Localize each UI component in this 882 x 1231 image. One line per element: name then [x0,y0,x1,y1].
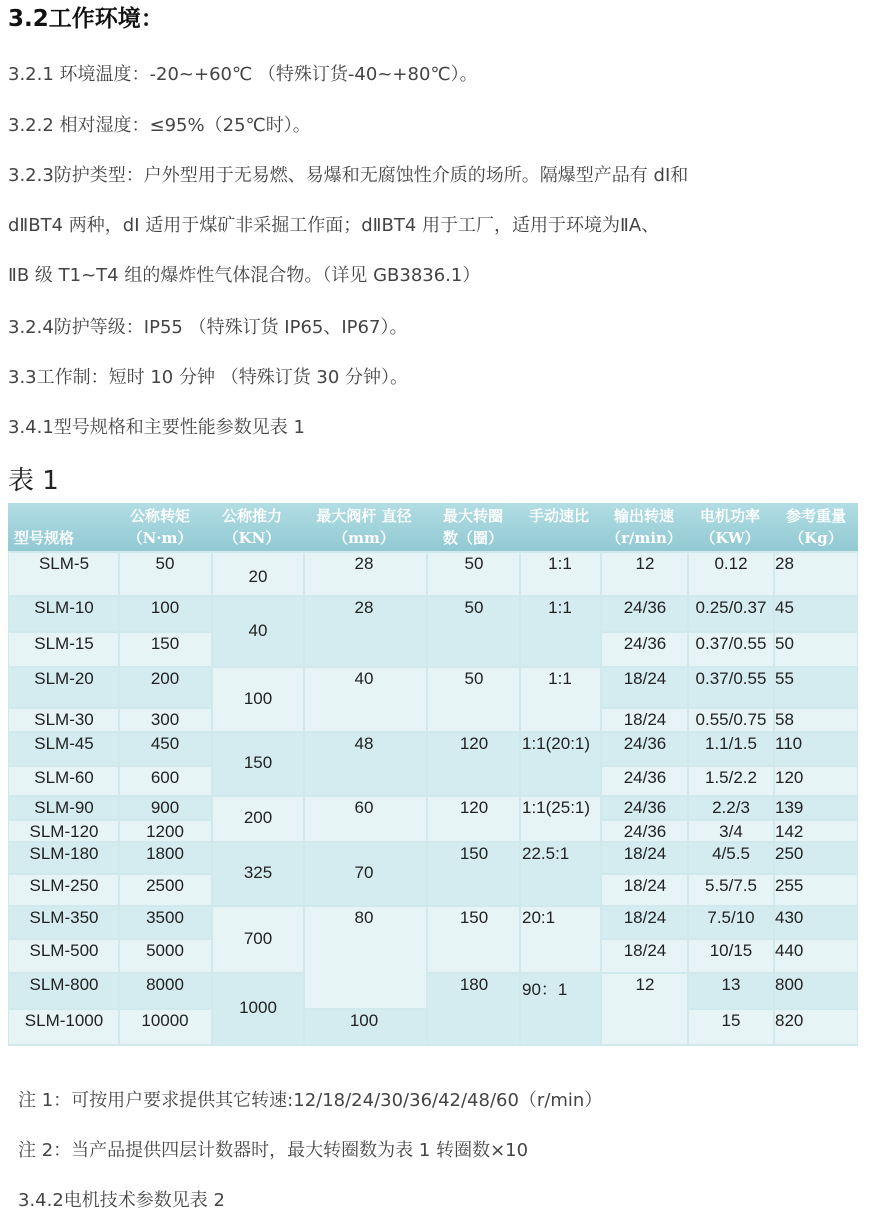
power-text: 4/5.5 [712,844,750,863]
weight-text: 430 [775,908,804,927]
ratio-text: 1:1 [548,554,572,573]
weight-text: 120 [775,768,804,787]
speed-text: 24/36 [623,798,667,817]
turns-text: 120 [459,798,489,817]
model-text: SLM-120 [29,822,99,841]
power-text: 2.2/3 [712,798,750,817]
stem-text: 28 [354,598,374,617]
power-text: 1.1/1.5 [705,734,757,753]
thrust-text: 150 [243,753,273,772]
stem-text: 100 [349,1011,379,1030]
power-text: 5.5/7.5 [705,876,757,895]
speed-text: 24/36 [623,822,667,841]
torque-text: 1800 [146,844,184,863]
turns-text: 120 [459,734,489,753]
header-2-line1: 公称推力 [221,507,282,525]
header-8-line1: 参考重量 [785,507,846,525]
section-heading: 3.2工作环境： [8,6,164,32]
torque-text: 900 [150,798,180,817]
model-text: SLM-350 [29,908,99,927]
weight-text: 110 [775,734,803,753]
weight-text: 55 [775,669,794,688]
speed-text: 24/36 [623,634,667,653]
power-text: 15 [721,1011,741,1030]
paragraph-temperature: 3.2.1 环境温度：-20~+60℃ （特殊订货-40~+80℃）。 [8,64,478,85]
header-7-line1: 电机功率 [699,507,760,525]
ratio-text: 1:1 [548,598,572,617]
model-text: SLM-15 [34,634,94,653]
torque-text: 8000 [146,975,184,994]
ratio-text: 22.5:1 [522,844,570,863]
speed-text: 18/24 [623,844,667,863]
header-0-line2: 型号规格 [13,529,74,547]
torque-text: 3500 [146,908,184,927]
paragraph-protection-grade: 3.2.4防护等级：IP55 （特殊订货 IP65、IP67）。 [8,317,408,338]
note-2: 注 2：当产品提供四层计数器时，最大转圈数为表 1 转圈数×10 [18,1140,529,1161]
note-1: 注 1：可按用户要求提供其它转速:12/18/24/30/36/42/48/60（r/min） [18,1090,603,1111]
stem-text: 70 [354,863,374,882]
stem-text: 48 [354,734,374,753]
speed-text: 24/36 [623,734,667,753]
power-text: 13 [721,975,741,994]
torque-text: 2500 [146,876,184,895]
model-text: SLM-1000 [24,1011,104,1030]
torque-text: 10000 [141,1011,189,1030]
model-text: SLM-30 [34,710,94,729]
speed-text: 18/24 [623,876,667,895]
ratio-text: 1:1 [548,669,572,688]
model-text: SLM-250 [29,876,99,895]
thrust-text: 40 [248,620,268,640]
weight-text: 142 [775,822,804,841]
ratio-text: 1:1(25:1) [522,798,591,817]
stem-text: 28 [354,554,374,573]
header-6-line2: （r/min） [606,529,682,547]
torque-text: 450 [150,734,180,753]
speed-text: 24/36 [623,768,667,787]
thrust-text: 100 [243,688,273,708]
turns-text: 150 [459,844,489,863]
ratio-text: 20:1 [522,908,556,927]
thrust-text: 200 [243,808,273,827]
weight-text: 58 [775,710,794,729]
header-4-line1: 最大转圈 [442,507,503,525]
speed-text: 12 [635,554,655,573]
turns-text: 150 [459,908,489,927]
model-text: SLM-45 [34,734,94,753]
speed-text: 18/24 [623,941,667,960]
power-text: 0.37/0.55 [695,669,767,688]
torque-text: 1200 [146,822,184,841]
model-text: SLM-20 [34,669,94,688]
power-text: 0.12 [714,554,748,573]
paragraph-humidity: 3.2.2 相对湿度：≤95%（25℃时）。 [8,115,311,136]
weight-text: 28 [775,554,794,573]
speed-text: 18/24 [623,669,667,688]
model-text: SLM-10 [34,598,94,617]
speed-text: 24/36 [623,598,667,617]
paragraph-protection-type: 3.2.3防护类型：户外型用于无易燃、易爆和无腐蚀性介质的场所。隔爆型产品有 dⅠ和 [8,165,689,186]
turns-text: 50 [464,598,484,617]
weight-text: 820 [775,1011,804,1030]
header-4-line2: 数（圈） [442,529,503,547]
ratio-text: 90：1 [522,980,568,999]
ratio-text: 1:1(20:1) [522,734,591,753]
torque-text: 100 [150,598,180,617]
torque-text: 300 [150,710,180,729]
torque-text: 200 [150,669,180,688]
stem-text: 80 [354,908,374,927]
paragraph-protection-type-cont: dⅡBT4 两种，dⅠ 适用于煤矿非采掘工作面；dⅡBT4 用于工厂，适用于环境为ⅡA、 [8,215,660,236]
paragraph-duty: 3.3工作制：短时 10 分钟 （特殊订货 30 分钟）。 [8,367,409,388]
weight-text: 139 [775,798,804,817]
model-text: SLM-90 [34,798,94,817]
stem-text: 40 [354,669,374,688]
torque-text: 150 [150,634,180,653]
turns-text: 50 [464,669,484,688]
turns-text: 50 [464,554,484,573]
speed-text: 18/24 [623,908,667,927]
thrust-text: 325 [243,863,273,882]
model-text: SLM-500 [29,941,99,960]
header-7-line2: （KW） [700,529,760,547]
speed-text: 18/24 [623,710,667,729]
header-2-line2: （KN） [223,529,281,547]
power-text: 0.55/0.75 [695,710,767,729]
header-1-line2: （N·m） [127,529,193,547]
power-text: 0.25/0.37 [695,598,767,617]
power-text: 1.5/2.2 [705,768,757,787]
torque-text: 50 [155,554,175,573]
weight-text: 250 [775,844,804,863]
header-8-line2: （Kg） [789,529,843,547]
thrust-text: 1000 [239,998,277,1017]
model-text: SLM-60 [34,768,94,787]
torque-text: 600 [150,768,180,787]
weight-text: 255 [775,876,804,895]
stem-text: 60 [354,798,374,817]
header-1-line1: 公称转矩 [129,507,190,525]
note-table-2-ref: 3.4.2电机技术参数见表 2 [18,1190,225,1211]
model-text: SLM-180 [29,844,99,863]
thrust-text: 700 [243,928,273,948]
power-text: 7.5/10 [707,908,755,927]
weight-text: 45 [775,598,794,617]
header-5-line1: 手动速比 [528,507,589,525]
power-text: 3/4 [719,822,743,841]
spec-table [8,503,858,1046]
header-3-line1: 最大阀杆 直径 [316,507,412,525]
torque-text: 5000 [146,941,184,960]
weight-text: 50 [775,634,794,653]
table-title: 表 1 [8,466,59,496]
turns-text: 180 [459,975,489,994]
model-text: SLM-800 [29,975,99,994]
power-text: 0.37/0.55 [695,634,767,653]
model-text: SLM-5 [38,554,90,573]
paragraph-protection-type-cont2: ⅡB 级 T1~T4 组的爆炸性气体混合物。（详见 GB3836.1） [8,265,481,286]
header-3-line2: （mm） [333,529,395,547]
paragraph-table-ref: 3.4.1型号规格和主要性能参数见表 1 [8,417,305,438]
power-text: 10/15 [709,941,753,960]
weight-text: 440 [775,941,804,960]
header-6-line1: 输出转速 [613,507,674,525]
thrust-text: 20 [248,567,268,586]
weight-text: 800 [775,975,804,994]
speed-text: 12 [635,975,655,994]
